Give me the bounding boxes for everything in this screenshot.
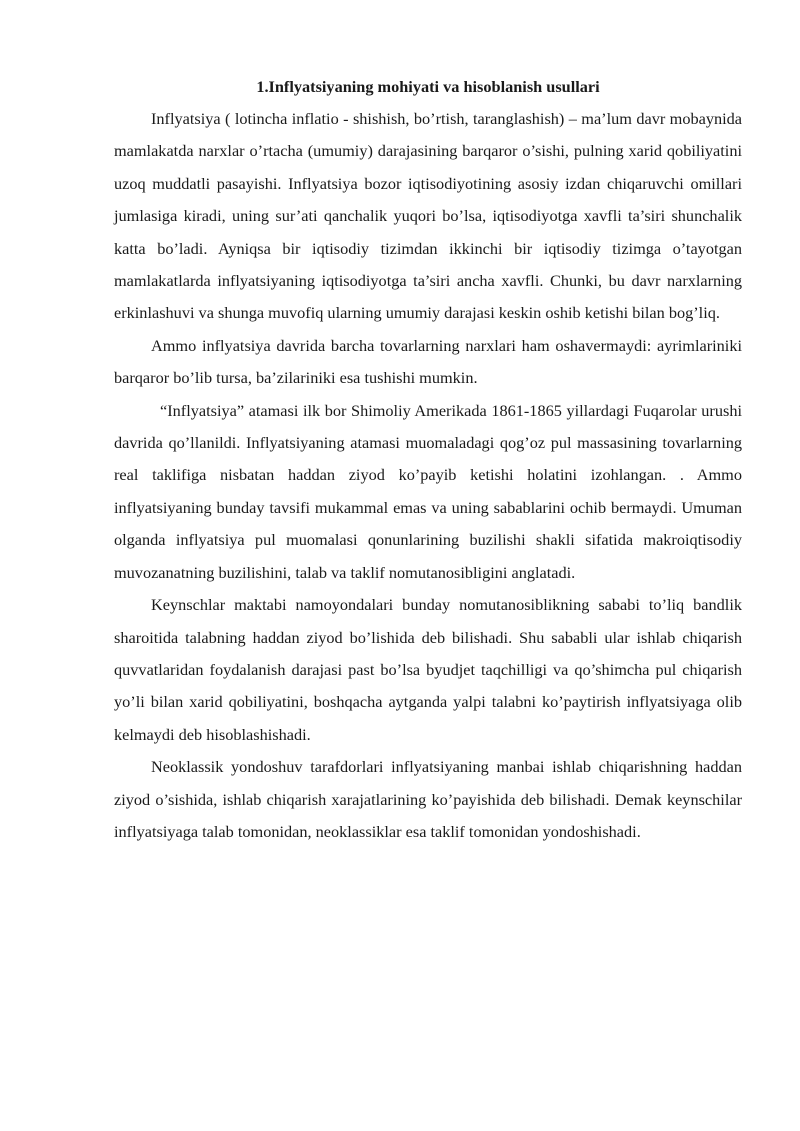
- paragraph-keynesian-view: Keynschlar maktabi namoyondalari bunday nomutanosiblikning sababi to’liq bandlik sharoitida talabning haddan ziyod bo’lishida deb bilishadi. Shu sababli ular ishlab chiqarish quvvatlaridan foydalanish darajasi past bo’lsa byudjet taqchilligi va qo’shimcha pul chiqarish yo’li bilan xarid qobiliyatini, boshqacha aytganda yalpi talabni ko’paytirish inflyatsiyaga olib kelmaydi deb hisoblashishadi.: [114, 595, 742, 744]
- page-title: 1.Inflyatsiyaning mohiyati va hisoblanish usullari: [256, 77, 600, 96]
- paragraph-neoclassical-view: Neoklassik yondoshuv tarafdorlari inflyatsiyaning manbai ishlab chiqarishning haddan ziyod o’sishida, ishlab chiqarish xarajatlarining ko’payishida deb bilishadi. Demak keynschilar inflyatsiyaga talab tomonidan, neoklassiklar esa taklif tomonidan yondoshishadi.: [114, 757, 742, 841]
- paragraph-term-origin: “Inflyatsiya” atamasi ilk bor Shimoliy Amerikada 1861-1865 yillardagi Fuqarolar urushi davrida qo’llanildi. Inflyatsiyaning atamasi muomaladagi qog’oz pul massasining tovarlarning real taklifiga nisbatan haddan ziyod ko’payib ketishi holatini izohlangan. . Ammo inflyatsiyaning bunday tavsifi mukammal emas va uning sabablarini ochib bermaydi. Umuman olganda inflyatsiya pul muomalasi qonunlarining buzilishi shakli sifatida makroiqtisodiy muvozanatning buzilishini, talab va taklif nomutanosibligini anglatadi.: [114, 400, 742, 582]
- document-page: [114, 71, 742, 848]
- paragraph-inflation-definition: Inflyatsiya ( lotincha inflatio - shishish, bo’rtish, taranglashish) – ma’lum davr mobaynida mamlakatda narxlar o’rtacha (umumiy) darajasining barqaror o’sishi, pulning xarid qobiliyatini uzoq muddatli pasayishi. Inflyatsiya bozor iqtisodiyotining asosiy izdan chiqaruvchi omillari jumlasiga kiradi, uning sur’ati qanchalik yuqori bo’lsa, iqtisodiyotga xavfli ta’siri shunchalik katta bo’ladi. Ayniqsa bir iqtisodiy tizimdan ikkinchi bir iqtisodiy tizimga o’tayotgan mamlakatlarda inflyatsiyaning iqtisodiyotga ta’siri ancha xavfli. Chunki, bu davr narxlarning erkinlashuvi va shunga muvofiq ularning umumiy darajasi keskin oshib ketishi bilan bog’liq.: [114, 109, 742, 323]
- paragraph-price-variation: Ammo inflyatsiya davrida barcha tovarlarning narxlari ham oshavermaydi: ayrimlariniki barqaror bo’lib tursa, ba’zilariniki esa tushishi mumkin.: [114, 335, 742, 388]
